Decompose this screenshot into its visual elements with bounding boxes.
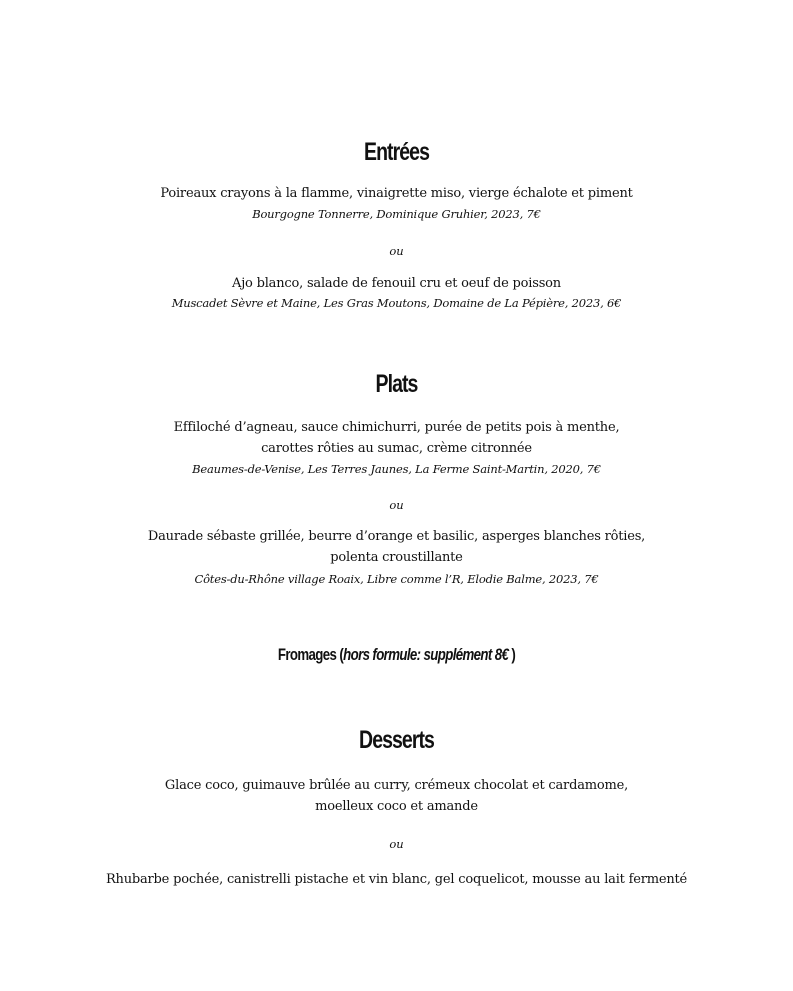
fromages-label: Fromages (: [277, 645, 344, 664]
plat-wine-1: Beaumes-de-Venise, Les Terres Jaunes, La Ferme Saint-Martin, 2020, 7€: [192, 462, 601, 476]
entree-dish-2: Ajo blanco, salade de fenouil cru et oeuf de poisson: [232, 276, 561, 291]
fromages-line: [87, 645, 706, 665]
dessert-separator: ou: [389, 837, 404, 851]
fromages-close: ): [508, 645, 516, 664]
plat-dish-1-line-1: Effiloché d’agneau, sauce chimichurri, purée de petits pois à menthe,: [173, 420, 620, 435]
entree-separator: ou: [389, 244, 404, 258]
section-title-desserts: Desserts: [359, 726, 434, 754]
plat-dish-2-line-2: polenta croustillante: [330, 550, 463, 565]
entree-dish-1: Poireaux crayons à la flamme, vinaigrette miso, vierge échalote et piment: [160, 186, 633, 201]
plat-dish-2-line-1: Daurade sébaste grillée, beurre d’orange et basilic, asperges blanches rôties,: [147, 529, 646, 544]
plat-dish-1-line-2: carottes rôties au sumac, crème citronnée: [261, 441, 532, 456]
dessert-dish-1-line-2: moelleux coco et amande: [315, 799, 478, 814]
entree-wine-1: Bourgogne Tonnerre, Dominique Gruhier, 2023, 7€: [252, 207, 541, 221]
fromages-supplement-note: hors formule: supplément 8€: [343, 645, 509, 664]
dessert-dish-2: Rhubarbe pochée, canistrelli pistache et vin blanc, gel coquelicot, mousse au lait fermenté: [105, 872, 688, 887]
plat-separator: ou: [389, 498, 404, 512]
section-title-entrees: Entrées: [364, 138, 429, 166]
section-title-plats: Plats: [375, 370, 418, 398]
dessert-dish-1-line-1: Glace coco, guimauve brûlée au curry, crémeux chocolat et cardamome,: [164, 778, 629, 793]
plat-wine-2: Côtes-du-Rhône village Roaix, Libre comme l’R, Elodie Balme, 2023, 7€: [194, 572, 599, 586]
entree-wine-2: Muscadet Sèvre et Maine, Les Gras Moutons, Domaine de La Pépière, 2023, 6€: [171, 296, 622, 310]
